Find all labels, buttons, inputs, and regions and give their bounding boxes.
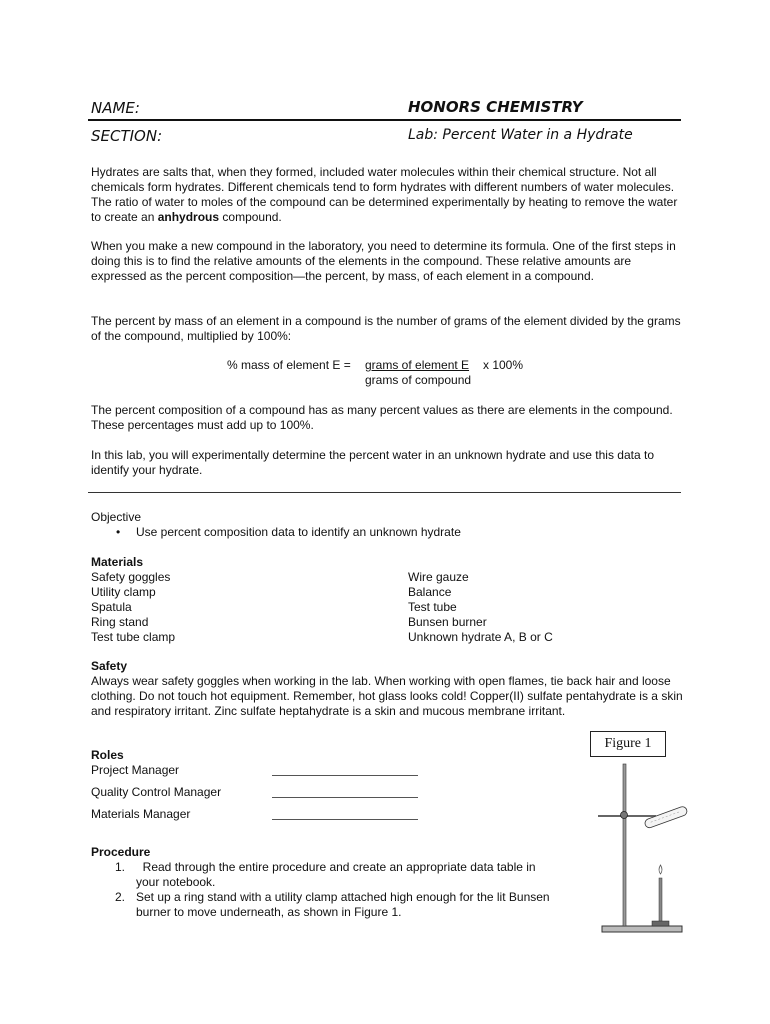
test-tube xyxy=(644,805,688,829)
formula-lhs: % mass of element E = xyxy=(227,358,351,372)
procedure-step-text: your notebook. xyxy=(136,875,216,889)
role-quality-control-manager: Quality Control Manager xyxy=(91,785,222,799)
intro-paragraph-1 xyxy=(91,165,686,225)
procedure-step-text: burner to move underneath, as shown in Figure 1. xyxy=(136,905,402,919)
material-item: Wire gauze xyxy=(408,570,469,584)
header-rule xyxy=(88,119,681,121)
ring-stand-figure xyxy=(596,760,688,936)
ring-stand-base xyxy=(602,926,682,932)
intro-paragraph-5: In this lab, you will experimentally determine the percent water in an unknown hydrate and use this data to identify your hydrate. xyxy=(91,448,654,477)
lab-title: Lab: Percent Water in a Hydrate xyxy=(408,127,633,143)
course-title: HONORS CHEMISTRY xyxy=(408,98,583,116)
formula-multiplier: x 100% xyxy=(483,358,524,372)
material-item: Bunsen burner xyxy=(408,615,487,629)
material-item: Spatula xyxy=(91,600,132,614)
bunsen-burner-barrel xyxy=(659,878,662,924)
figure-label: Figure 1 xyxy=(590,731,666,757)
role-project-manager: Project Manager xyxy=(91,763,180,777)
materials-list-left xyxy=(91,570,175,645)
procedure-step-text: Read through the entire procedure and create an appropriate data table in xyxy=(136,860,536,874)
ring-stand-rod xyxy=(623,764,626,926)
objective-heading: Objective xyxy=(91,510,142,524)
flame xyxy=(659,865,662,874)
role-blank-project-manager[interactable] xyxy=(272,775,418,776)
section-divider xyxy=(88,492,681,493)
safety-heading: Safety xyxy=(91,659,128,673)
materials-heading: Materials xyxy=(91,555,144,569)
role-materials-manager: Materials Manager xyxy=(91,807,191,821)
role-blank-quality-control-manager[interactable] xyxy=(272,797,418,798)
procedure-step-number: 2. xyxy=(115,890,126,904)
procedure-heading: Procedure xyxy=(91,845,151,859)
formula-numerator: grams of element E xyxy=(365,358,470,372)
material-item: Utility clamp xyxy=(91,585,156,599)
intro-paragraph-4: The percent composition of a compound has as many percent values as there are elements in the compound. These percentages must add up to 100%. xyxy=(91,403,673,432)
role-blank-materials-manager[interactable] xyxy=(272,819,418,820)
safety-text: Always wear safety goggles when working in the lab. When working with open flames, tie back hair and loose clothing. Do not touch hot equipment. Remember, hot glass looks cold! Copper(II) sulfate pentahydrate is a skin and respiratory irritant. Zinc sulfate heptahydrate is a skin and mucous membrane irritant. xyxy=(91,674,683,718)
material-item: Ring stand xyxy=(91,615,149,629)
section-label: SECTION: xyxy=(91,127,163,145)
formula-denominator: grams of compound xyxy=(365,373,472,387)
material-item: Test tube clamp xyxy=(91,630,176,644)
bunsen-burner-base xyxy=(652,921,669,926)
material-item: Balance xyxy=(408,585,452,599)
intro-paragraph-2: When you make a new compound in the laboratory, you need to determine its formula. One of the first steps in doing this is to find the relative amounts of the elements in the compound. These relative amounts are expressed as the percent composition—the percent, by mass, of each element in a compound. xyxy=(91,239,676,283)
procedure-step-text: Set up a ring stand with a utility clamp attached high enough for the lit Bunsen xyxy=(136,890,550,904)
objective-item: Use percent composition data to identify an unknown hydrate xyxy=(136,525,461,539)
objective-bullet: • xyxy=(116,525,121,539)
anhydrous-term: anhydrous xyxy=(157,210,220,224)
roles-heading: Roles xyxy=(91,748,124,762)
clamp-knob xyxy=(621,812,628,819)
procedure-step-number: 1. xyxy=(115,860,126,874)
materials-list-right xyxy=(408,570,553,645)
material-item: Test tube xyxy=(408,600,457,614)
material-item: Unknown hydrate A, B or C xyxy=(408,630,553,644)
intro-p1-text: Hydrates are salts that, when they formed, included water molecules within their chemical structure. Not all chemicals form hydrates. Different chemicals tend to form hydrates with different numbers of water molecules. The ratio of water to moles of the compound can be determined experimentally by heating to remove the water to create an xyxy=(91,165,678,224)
name-label: NAME: xyxy=(91,99,140,117)
intro-p1-end: compound. xyxy=(219,210,282,224)
intro-paragraph-3: The percent by mass of an element in a compound is the number of grams of the element divided by the grams of the compound, multiplied by 100%: xyxy=(91,314,681,343)
material-item: Safety goggles xyxy=(91,570,171,584)
